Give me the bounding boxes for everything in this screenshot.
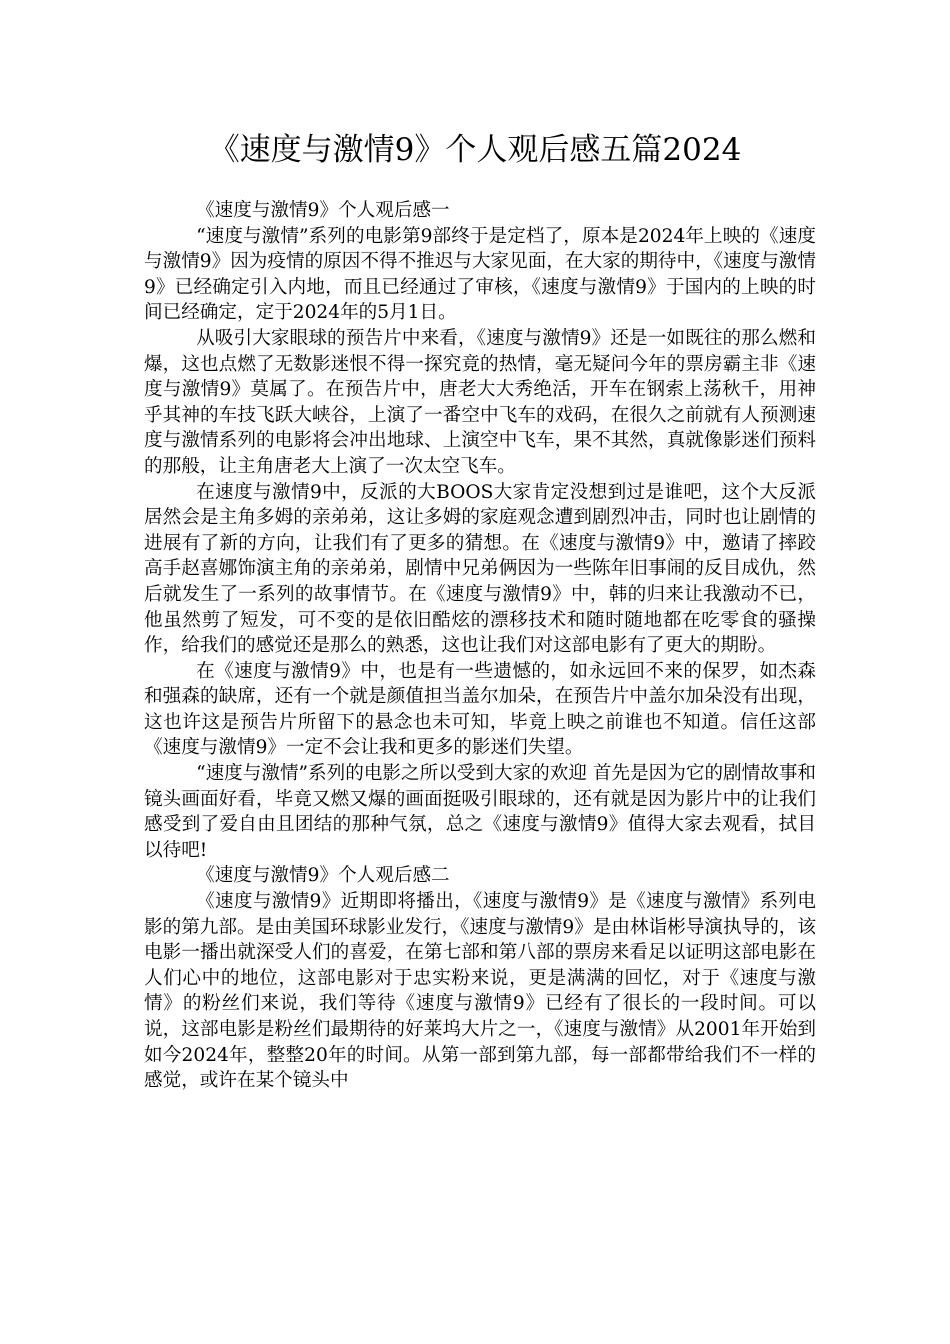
document-title: 《速度与激情9》个人观后感五篇2024 [208,132,742,168]
paragraph: “速度与激情”系列的电影第9部终于是定档了，原本是2024年上映的《速度与激情9》因为疫情的原因不得不推迟与大家见面，在大家的期待中，《速度与激情9》已经确定引入内地，而且已经通过了审核，《速度与激情9》于国内的上映的时间已经确定，定于2024年的5月1日。 [144,225,816,324]
section-heading-2: 《速度与激情9》个人观后感二 [196,865,450,887]
paragraph: 从吸引大家眼球的预告片中来看，《速度与激情9》还是一如既往的那么燃和爆，这也点燃了无数影迷恨不得一探究竟的热情，毫无疑问今年的票房霸主非《速度与激情9》莫属了。在预告片中，唐老大大秀绝活，开车在钢索上荡秋千，用神乎其神的车技飞跃大峡谷，上演了一番空中飞车的戏码，在很久之前就有人预测速度与激情系列的电影将会冲出地球、上演空中飞车，果不其然，真就像影迷们预料的那般，让主角唐老大上演了一次太空飞车。 [144,327,816,477]
paragraph: “速度与激情”系列的电影之所以受到大家的欢迎 首先是因为它的剧情故事和镜头画面好看，毕竟又燃又爆的画面挺吸引眼球的，还有就是因为影片中的让我们感受到了爱自由且团结的那种气氛，总之《速度与激情9》值得大家去观看，拭目以待吧! [144,763,817,861]
paragraph: 《速度与激情9》近期即将播出，《速度与激情9》是《速度与激情》系列电影的第九部。是由美国环球影业发行，《速度与激情9》是由林诣彬导演执导的，该电影一播出就深受人们的喜爱，在第七部和第八部的票房来看足以证明这部电影在人们心中的地位，这部电影对于忠实粉来说，更是满满的回忆，对于《速度与激情》的粉丝们来说，我们等待《速度与激情9》已经有了很长的一段时间。可以说，这部电影是粉丝们最期待的好莱坞大片之一，《速度与激情》从2001年开始到如今2024年，整整20年的时间。从第一部到第九部，每一部都带给我们不一样的感觉，或许在某个镜头中 [144,891,816,1092]
section-heading-1: 《速度与激情9》个人观后感一 [196,200,450,221]
document-body [144,198,816,1094]
paragraph: 在速度与激情9中，反派的大BOOS大家肯定没想到过是谁吧，这个大反派居然会是主角多姆的亲弟弟，这让多姆的家庭观念遭到剧烈冲击，同时也让剧情的进展有了新的方向，让我们有了更多的猜想。在《速度与激情9》中，邀请了摔跤高手赵喜娜饰演主角的亲弟弟，剧情中兄弟俩因为一些陈年旧事闹的反目成仇，然后就发生了一系列的故事情节。在《速度与激情9》中，韩的归来让我激动不已，他虽然剪了短发，可不变的是依旧酷炫的漂移技术和随时随地都在吃零食的骚操作，给我们的感觉还是那么的熟悉，这也让我们对这部电影有了更大的期盼。 [144,481,816,657]
paragraph: 在《速度与激情9》中，也是有一些遗憾的，如永远回不来的保罗，如杰森和强森的缺席，还有一个就是颜值担当盖尔加朵，在预告片中盖尔加朵没有出现，这也许这是预告片所留下的悬念也未可知，毕竟上映之前谁也不知道。信任这部 《速度与激情9》一定不会让我和更多的影迷们失望。 [144,660,816,759]
